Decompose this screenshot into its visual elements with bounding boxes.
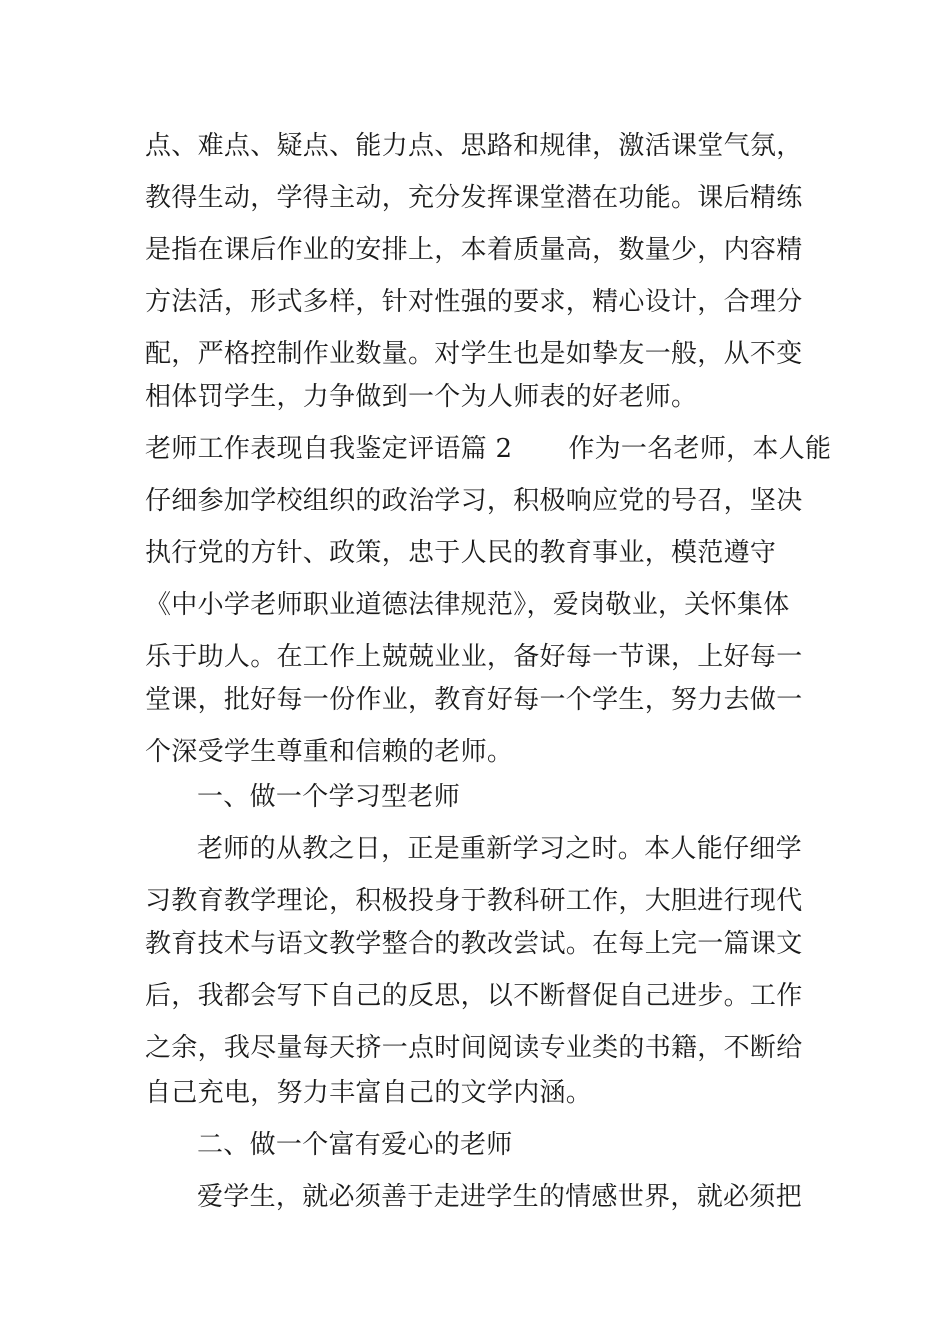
- body-text-line: 爱学生，就必须善于走进学生的情感世界，就必须把: [197, 1182, 802, 1212]
- body-text-line: 个深受学生尊重和信赖的老师。: [145, 737, 514, 767]
- section-lead-text: 作为一名老师，本人能: [568, 434, 832, 464]
- body-text-line: 后，我都会写下自己的反思，以不断督促自己进步。工作: [145, 981, 803, 1011]
- subheading: 二、做一个富有爱心的老师: [197, 1130, 513, 1160]
- body-text-line: 之余，我尽量每天挤一点时间阅读专业类的书籍，不断给: [145, 1033, 803, 1063]
- body-text-line: 教得生动，学得主动，充分发挥课堂潜在功能。课后精练: [145, 183, 803, 213]
- section-title: 老师工作表现自我鉴定评语篇 2: [145, 434, 513, 464]
- body-text-line: 相体罚学生，力争做到一个为人师表的好老师。: [145, 382, 698, 412]
- body-text-line: 执行党的方针、政策，忠于人民的教育事业，模范遵守: [145, 538, 777, 568]
- body-text-line: 是指在课后作业的安排上，本着质量高，数量少，内容精: [145, 235, 803, 265]
- body-text-line: 教育技术与语文教学整合的教改尝试。在每上完一篇课文: [145, 929, 803, 959]
- body-text-line: 配，严格控制作业数量。对学生也是如挚友一般，从不变: [145, 339, 803, 369]
- section-title-line: [145, 423, 832, 475]
- body-text-line: 方法活，形式多样，针对性强的要求，精心设计，合理分: [145, 287, 803, 317]
- body-text-line: 堂课，批好每一份作业，教育好每一个学生，努力去做一: [145, 685, 803, 715]
- subheading: 一、做一个学习型老师: [197, 782, 461, 812]
- body-text-line: 《中小学老师职业道德法律规范》，爱岗敬业，关怀集体: [145, 590, 790, 620]
- body-text-line: 乐于助人。在工作上兢兢业业，备好每一节课，上好每一: [145, 642, 803, 672]
- body-text-line: 习教育教学理论，积极投身于教科研工作，大胆进行现代: [145, 886, 803, 916]
- body-text-line: 自己充电，努力丰富自己的文学内涵。: [145, 1078, 593, 1108]
- body-text-line: 点、难点、疑点、能力点、思路和规律，激活课堂气氛，: [145, 131, 803, 161]
- body-text-line: 仔细参加学校组织的政治学习，积极响应党的号召，坚决: [145, 486, 803, 516]
- body-text-line: 老师的从教之日，正是重新学习之时。本人能仔细学: [197, 834, 802, 864]
